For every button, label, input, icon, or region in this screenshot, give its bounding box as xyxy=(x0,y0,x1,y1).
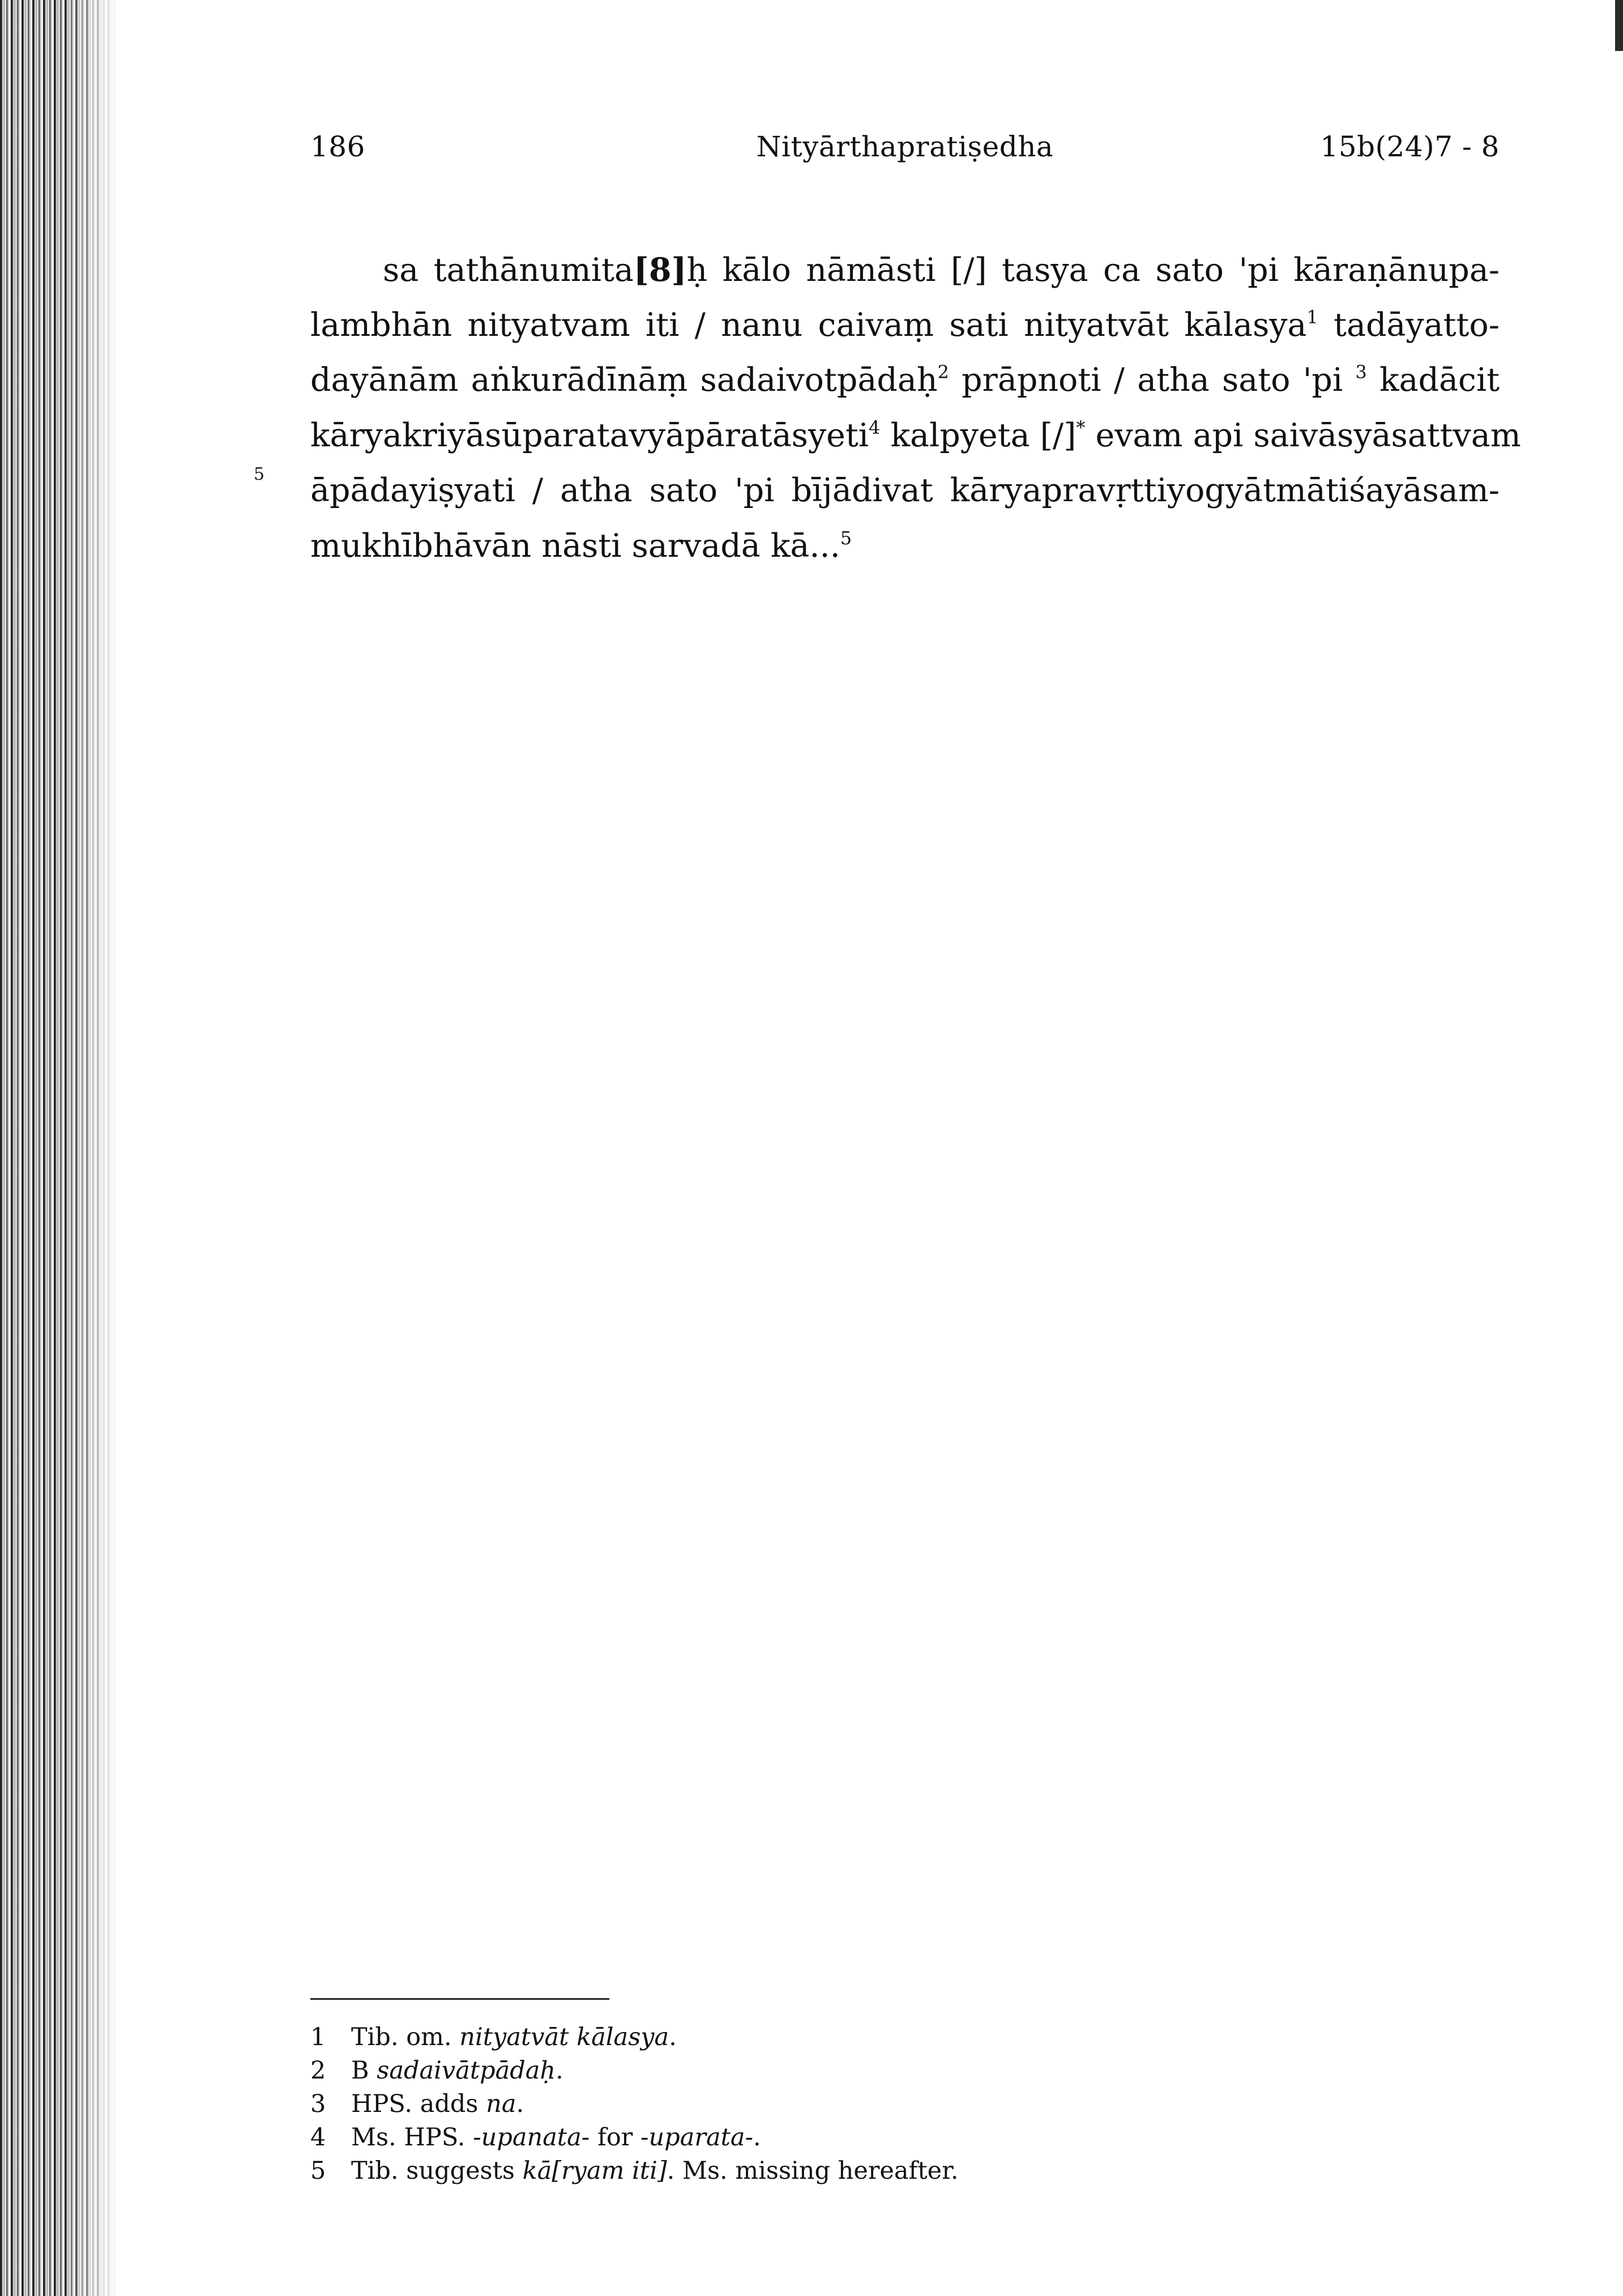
book-gutter-shadow xyxy=(0,0,119,2296)
footnote-italic: -upanata- xyxy=(473,2123,590,2152)
footnote-text: Ms. HPS. xyxy=(351,2123,473,2152)
footnotes-block xyxy=(310,2021,1160,2188)
footnote-5 xyxy=(310,2154,1160,2188)
footnote-italic: -uparata- xyxy=(640,2123,754,2152)
footnote-text: . xyxy=(516,2090,524,2118)
footnote-3 xyxy=(310,2088,1160,2121)
footnote-italic: sadaivātpādaḥ xyxy=(377,2056,556,2085)
text-segment: kāryakriyāsūparatavyāpāratāsyeti xyxy=(310,416,869,454)
footnote-4 xyxy=(310,2121,1160,2154)
text-segment: dayānām aṅkurādīnāṃ sadaivotpādaḥ xyxy=(310,361,938,399)
text-line-1 xyxy=(310,242,1500,298)
text-segment: prāpnoti / atha sato 'pi xyxy=(949,361,1356,399)
asterisk-marker: * xyxy=(1076,416,1086,438)
line-number-marker: 5 xyxy=(254,464,265,484)
folio-reference: 15b(24)7 - 8 xyxy=(1320,130,1500,163)
bold-folio-marker: [8] xyxy=(633,251,687,289)
page-number: 186 xyxy=(310,130,365,163)
footnote-text: HPS. adds xyxy=(351,2090,486,2118)
footnote-italic: na xyxy=(486,2090,516,2118)
text-line-5: āpādayiṣyati / atha sato 'pi bījādivat kāryapravṛttiyogyātmātiśayāsam- xyxy=(310,472,1500,509)
footnote-text: . Ms. missing hereafter. xyxy=(667,2157,959,2185)
footnote-text: . xyxy=(556,2056,563,2085)
footnote-italic: kā[ryam iti] xyxy=(522,2157,667,2185)
text-segment: lambhān nityatvam iti / nanu caivaṃ sati nityatvāt kālasya xyxy=(310,306,1307,344)
footnote-number: 4 xyxy=(310,2123,326,2152)
footnote-ref-4[interactable]: 4 xyxy=(869,416,881,438)
text-segment: sa tathānumita xyxy=(383,251,634,289)
text-segment: tadāyatto- xyxy=(1318,306,1500,344)
running-head xyxy=(310,130,1500,176)
main-text-block xyxy=(310,242,1521,574)
text-segment: ḥ kālo nāmāsti [/] tasya ca sato 'pi kāraṇānupa- xyxy=(686,251,1500,289)
text-segment: kadācit xyxy=(1366,361,1500,399)
footnote-number: 3 xyxy=(310,2090,326,2118)
scan-edge-mark xyxy=(1615,0,1623,51)
footnote-number: 1 xyxy=(310,2023,326,2051)
text-segment: kalpyeta [/] xyxy=(880,416,1077,454)
footnote-ref-2[interactable]: 2 xyxy=(937,361,949,383)
page-title: Nityārthapratiṣedha xyxy=(756,130,1054,163)
footnote-text: B xyxy=(351,2056,377,2085)
footnote-text: for xyxy=(590,2123,641,2152)
footnote-italic: nityatvāt kālasya xyxy=(459,2023,669,2051)
footnote-2 xyxy=(310,2054,1160,2088)
footnote-text: Tib. om. xyxy=(351,2023,460,2051)
footnote-text: Tib. suggests xyxy=(351,2157,523,2185)
footnote-number: 5 xyxy=(310,2157,326,2185)
footnote-number: 2 xyxy=(310,2056,326,2085)
footnote-divider xyxy=(310,1998,609,2000)
text-segment: evam api saivāsyāsattvam xyxy=(1085,416,1521,454)
text-segment: mukhībhāvān nāsti sarvadā kā... xyxy=(310,527,840,565)
footnote-text: . xyxy=(669,2023,677,2051)
text-line-6 xyxy=(310,519,1500,574)
footnote-1 xyxy=(310,2021,1160,2054)
text-line-2 xyxy=(310,298,1500,353)
text-line-4 xyxy=(310,408,1521,464)
footnote-ref-1[interactable]: 1 xyxy=(1306,306,1318,328)
footnote-ref-5[interactable]: 5 xyxy=(840,527,852,549)
text-line-3 xyxy=(310,353,1500,408)
footnote-ref-3[interactable]: 3 xyxy=(1355,361,1367,383)
footnote-text: . xyxy=(753,2123,761,2152)
